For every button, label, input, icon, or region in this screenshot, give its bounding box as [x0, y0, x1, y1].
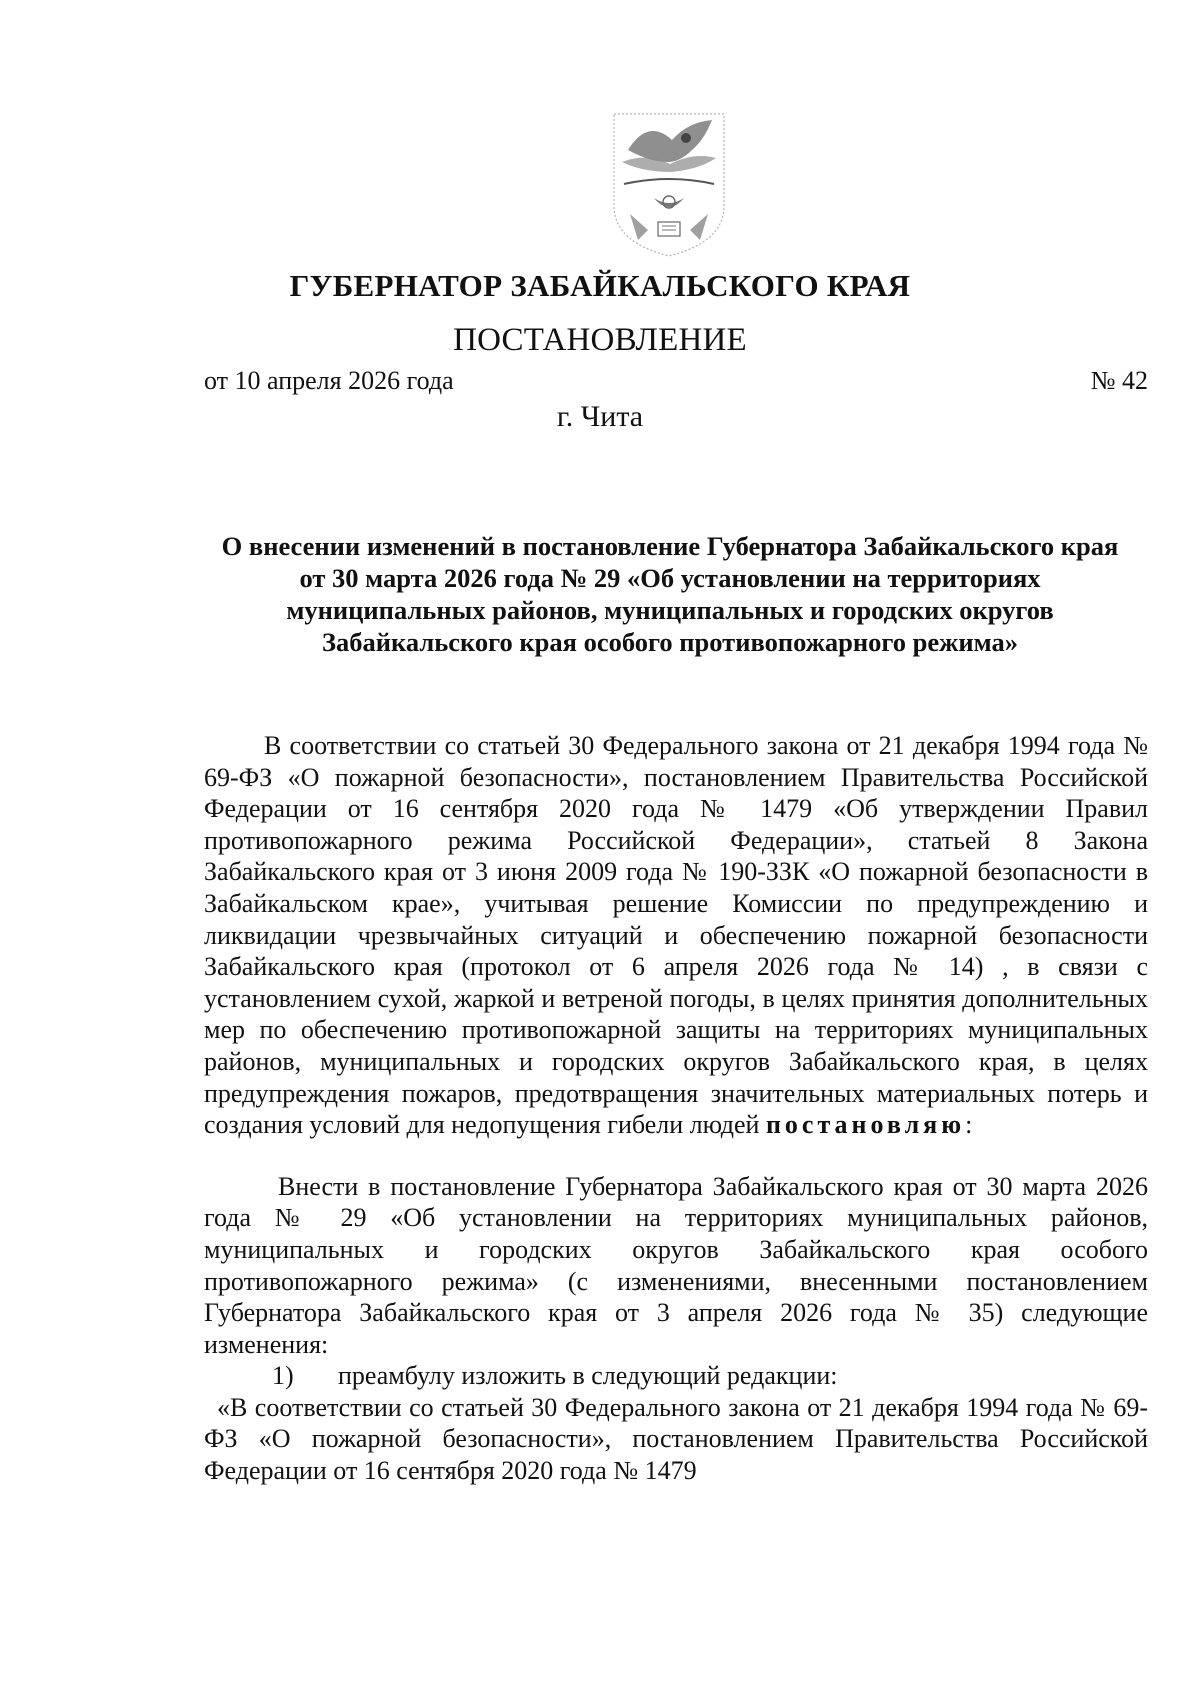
document-body	[204, 730, 1148, 1487]
item-number: 1)	[272, 1361, 294, 1391]
issuing-authority: ГУБЕРНАТОР ЗАБАЙКАЛЬСКОГО КРАЯ	[289, 268, 911, 303]
list-item	[204, 1360, 1148, 1392]
item-text: преамбулу изложить в следующий редакции:	[338, 1361, 838, 1391]
document-number: № 42	[1090, 366, 1148, 395]
amendment-intro-paragraph: Внести в постановление Губернатора Забайкальского края от 30 марта 2026 года № 29 «Об установлении на территориях муниципальных районов, муниципальных и городских округов Забайкальского края особого противопожарного режима» (с изменениями, внесенными постановлением Губернатора Забайкальского края от 3 апреля 2026 года № 35) следующие изменения:	[204, 1171, 1148, 1359]
document-type: ПОСТАНОВЛЕНИЕ	[453, 322, 747, 358]
quoted-preamble-paragraph: «В соответствии со статьей 30 Федерального закона от 21 декабря 1994 года № 69-ФЗ «О пожарной безопасности», постановлением Правительства Российской Федерации от 16 сентября 2020 года № 1479	[204, 1392, 1148, 1486]
coat-of-arms-icon	[608, 110, 730, 260]
preamble-text: В соответствии со статьей 30 Федерального закона от 21 декабря 1994 года № 69-ФЗ «О пожарной безопасности», постановлением Правительства Российской Федерации от 16 сентября 2020 года № 1479 «Об утверждении Правил противопожарного режима Российской Федерации», статьей 8 Закона Забайкальского края от 3 июня 2009 года № 190-ЗЗК «О пожарной безопасности в Забайкальском крае», учитывая решение Комиссии по предупреждению и ликвидации чрезвычайных ситуаций и обеспечению пожарной безопасности Забайкальского края (протокол от 6 апреля 2026 года № 14) , в связи с установлением сухой, жаркой и ветреной погоды, в целях принятия дополнительных мер по обеспечению противопожарной защиты на территориях муниципальных районов, муниципальных и городских округов Забайкальского края, в целях предупреждения пожаров, предотвращения значительных материальных потерь и создания условий для недопущения гибели людей	[204, 731, 1148, 1140]
decree-word: постановляю	[765, 1110, 966, 1140]
preamble-paragraph	[204, 730, 1148, 1141]
document-title: О внесении изменений в постановление Губернатора Забайкальского края от 30 марта 2026 года № 29 «Об установлении на территориях муниципальных районов, муниципальных и городских округов Забайкальского края особого противопожарного режима»	[221, 531, 1119, 657]
document-date: от 10 апреля 2026 года	[204, 366, 454, 395]
document-city: г. Чита	[556, 400, 644, 433]
decree-colon: :	[965, 1110, 973, 1140]
